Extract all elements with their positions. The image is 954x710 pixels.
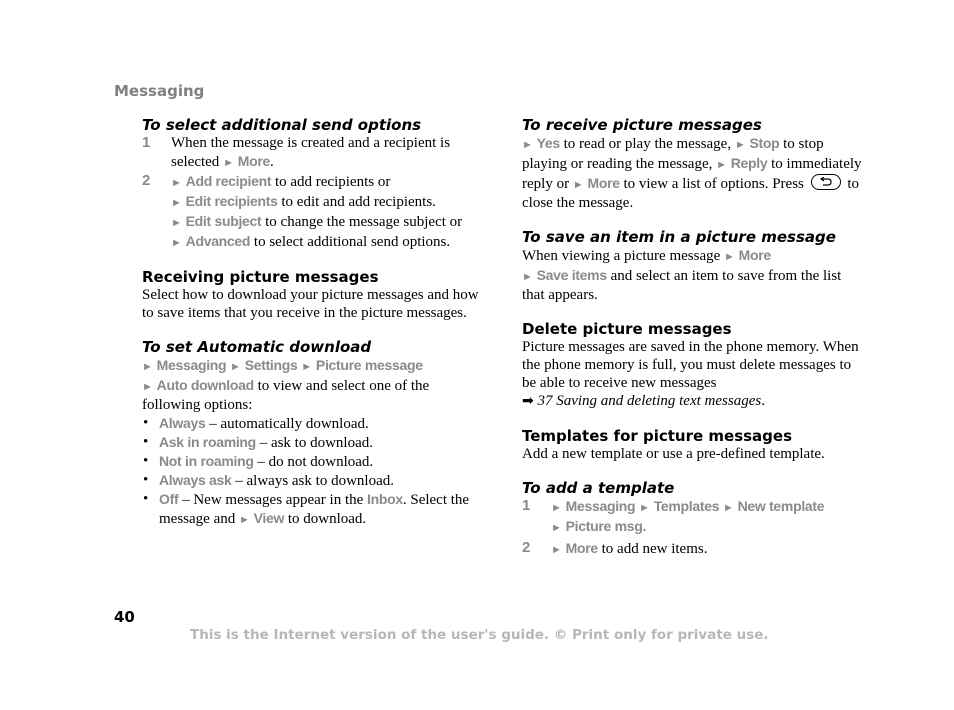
step-line: ► Add recipient to add recipients or xyxy=(171,173,391,190)
step-number: 2 xyxy=(142,172,151,189)
auto-download-instruction: ► Auto download to view and select one of the following options: xyxy=(142,377,430,413)
menu-arrow-icon: ► xyxy=(551,522,562,534)
send-options-step-2 xyxy=(142,172,482,252)
receive-body: ► Yes to read or play the message, ► Stop to stop playing or reading the message, ► Reply to immediately reply or ► More to view a list of options. Press to close the message. xyxy=(522,135,862,211)
menu-arrow-icon: ► xyxy=(716,159,727,171)
menu-item-stop: Stop xyxy=(749,135,780,151)
right-column xyxy=(522,114,862,559)
bullet-icon: • xyxy=(143,491,149,507)
option-name: Always ask xyxy=(159,472,232,488)
menu-arrow-icon: ► xyxy=(722,502,734,514)
menu-arrow-icon: ► xyxy=(301,361,313,373)
menu-item-auto-download: Auto download xyxy=(156,377,254,393)
add-template-step-2: 2 ► More to add new items. xyxy=(522,539,708,557)
menu-item-yes: Yes xyxy=(536,135,560,151)
menu-item-more: More xyxy=(587,175,620,191)
menu-arrow-icon: ► xyxy=(142,361,153,373)
receiving-heading: Receiving picture messages xyxy=(142,268,379,286)
list-item: • Not in roaming – do not download. xyxy=(143,453,374,470)
menu-arrow-icon: ► xyxy=(639,502,650,514)
menu-item-view: View xyxy=(253,510,285,526)
templates-body: Add a new template or use a pre-defined template. xyxy=(522,446,825,462)
page-number: 40 xyxy=(114,608,135,626)
save-item-heading: To save an item in a picture message xyxy=(522,228,836,246)
send-options-heading: To select additional send options xyxy=(142,116,422,134)
bullet-icon: • xyxy=(143,472,149,488)
bullet-icon: • xyxy=(143,453,149,469)
menu-arrow-icon: ► xyxy=(171,177,182,189)
add-template-step-1 xyxy=(522,497,862,537)
section-header: Messaging xyxy=(114,82,205,100)
menu-item-advanced: Advanced xyxy=(185,233,251,249)
step-line: ► Advanced to select additional send options. xyxy=(171,233,451,250)
list-item: • Off – New messages appear in the Inbox. Select the message and ► View to download. xyxy=(143,491,470,527)
menu-arrow-icon: ► xyxy=(572,179,584,191)
option-name: Ask in roaming xyxy=(159,434,256,450)
menu-arrow-icon: ► xyxy=(142,381,153,393)
menu-item-settings: Settings xyxy=(244,357,298,373)
left-column xyxy=(142,114,482,529)
step-line xyxy=(551,497,862,517)
menu-item-more: More xyxy=(738,247,771,263)
step-line: ► Edit subject to change the message subject or xyxy=(171,213,463,230)
receiving-body: Select how to download your picture messages and how to save items that you receive in the picture messages. xyxy=(142,287,479,321)
list-item: • Always ask – always ask to download. xyxy=(143,472,394,489)
option-name: Not in roaming xyxy=(159,453,254,469)
menu-item-inbox: Inbox xyxy=(367,491,403,507)
step-line: ► Picture msg. xyxy=(551,518,647,534)
menu-arrow-icon: ► xyxy=(724,251,735,263)
receive-heading: To receive picture messages xyxy=(522,116,762,134)
menu-arrow-icon: ► xyxy=(522,139,533,151)
menu-item-edit-recipients: Edit recipients xyxy=(185,193,278,209)
menu-item-save-items: Save items xyxy=(536,267,607,283)
step-text: When the message is created and a recipient is selected xyxy=(171,135,451,170)
menu-item-edit-subject: Edit subject xyxy=(185,213,262,229)
delete-heading: Delete picture messages xyxy=(522,320,732,338)
menu-item-picture-message: Picture message xyxy=(315,357,423,373)
list-item: • Always – automatically download. xyxy=(143,415,369,432)
menu-arrow-icon: ► xyxy=(230,361,241,373)
menu-arrow-icon: ► xyxy=(551,544,562,556)
bullet-icon: • xyxy=(143,415,149,431)
menu-arrow-icon: ► xyxy=(238,514,250,526)
menu-item-reply: Reply xyxy=(730,155,768,171)
back-key-icon xyxy=(811,174,841,190)
step-number: 1 xyxy=(522,497,531,514)
list-item: • Ask in roaming – ask to download. xyxy=(143,434,374,451)
step-number: 2 xyxy=(522,539,531,556)
menu-item-new-template: New template xyxy=(737,498,825,514)
menu-arrow-icon: ► xyxy=(171,197,182,209)
menu-arrow-icon: ► xyxy=(223,157,234,169)
step-line: ► Edit recipients to edit and add recipients. xyxy=(171,193,436,210)
menu-arrow-icon: ► xyxy=(171,217,182,229)
menu-arrow-icon: ► xyxy=(171,237,182,249)
bullet-icon: • xyxy=(143,434,149,450)
delete-body: Picture messages are saved in the phone memory. When the phone memory is full, you must delete messages to be able to receive new messages ➡ 37 Saving and deleting text messages. xyxy=(522,339,859,409)
menu-item-more: More xyxy=(565,540,598,556)
menu-item-picture-msg: Picture msg xyxy=(565,518,643,534)
save-item-body: When viewing a picture message ► More ► Save items and select an item to save from the list that appears. xyxy=(522,247,842,303)
menu-arrow-icon: ► xyxy=(522,271,533,283)
download-options-list xyxy=(142,414,482,529)
page-reference: 37 Saving and deleting text messages xyxy=(537,393,762,409)
menu-item-add-recipient: Add recipient xyxy=(185,173,272,189)
menu-item-messaging: Messaging xyxy=(565,498,636,514)
menu-arrow-icon: ► xyxy=(734,139,746,151)
footer-notice: This is the Internet version of the user's guide. © Print only for private use. xyxy=(190,627,769,643)
auto-download-heading: To set Automatic download xyxy=(142,338,372,356)
menu-item-templates: Templates xyxy=(653,498,720,514)
menu-item-more: More xyxy=(237,153,270,169)
option-name: Always xyxy=(159,415,206,431)
step-number: 1 xyxy=(142,134,151,151)
templates-heading: Templates for picture messages xyxy=(522,427,793,445)
menu-arrow-icon: ► xyxy=(551,502,562,514)
auto-download-path xyxy=(142,356,482,376)
menu-item-messaging: Messaging xyxy=(156,357,227,373)
add-template-heading: To add a template xyxy=(522,479,675,497)
reference-arrow-icon: ➡ xyxy=(522,394,534,409)
send-options-step-1: 1 When the message is created and a recipient is selected ► More. xyxy=(142,134,451,170)
option-name: Off xyxy=(159,491,179,507)
